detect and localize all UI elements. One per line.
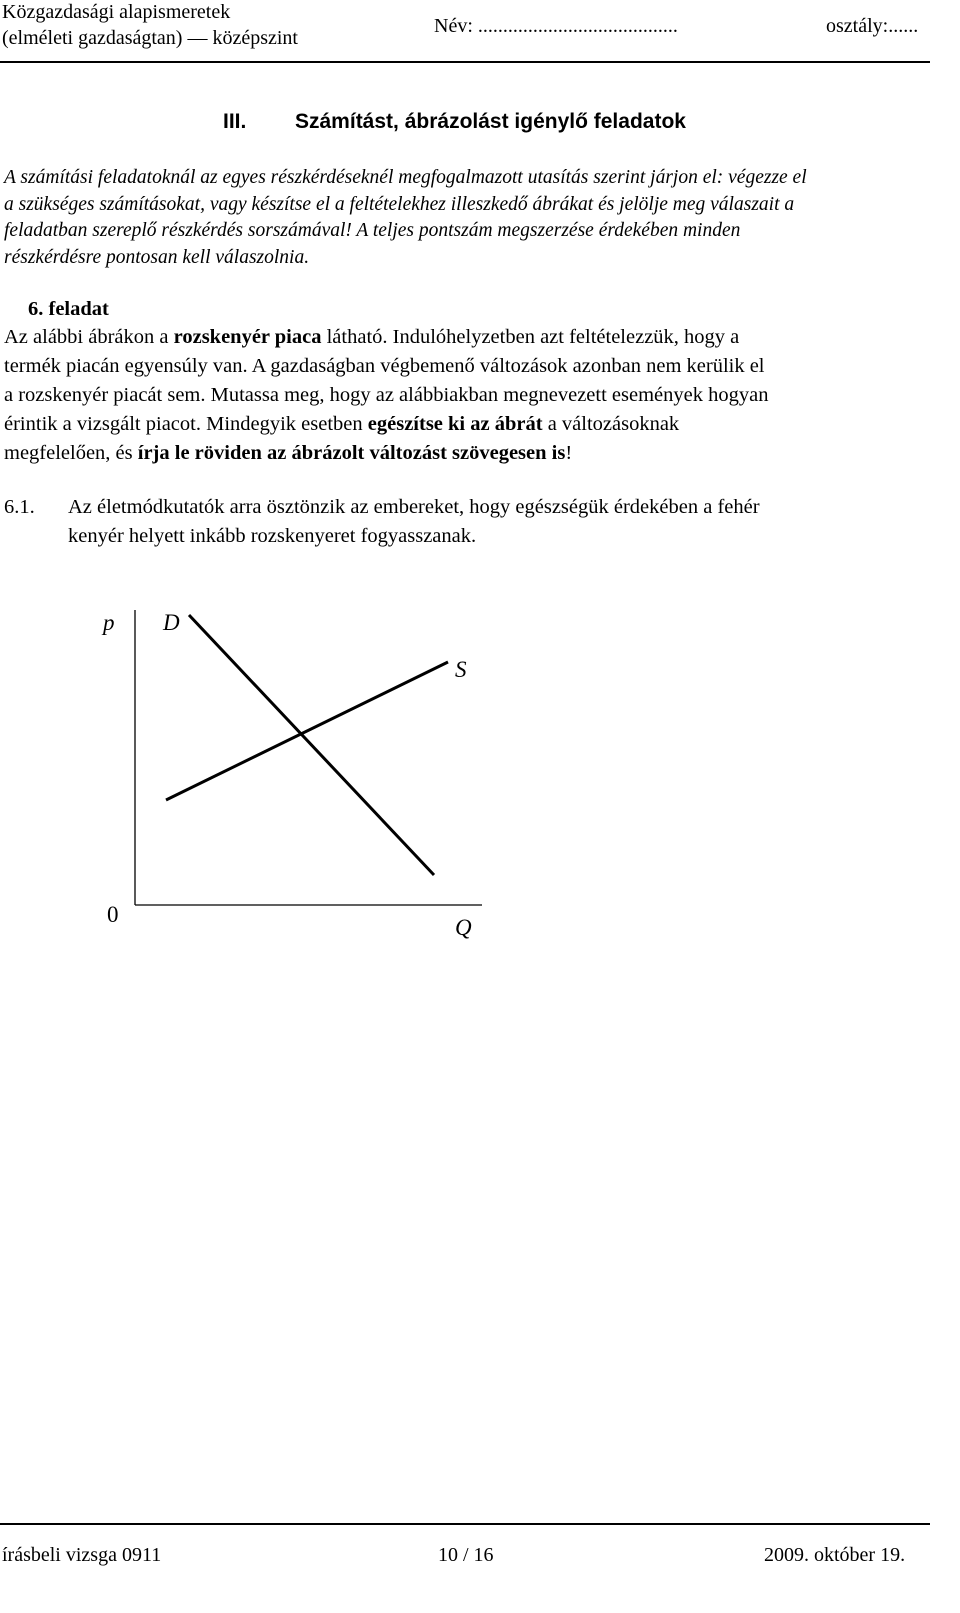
supply-curve (166, 662, 448, 800)
subtask-line: Az életmódkutatók arra ösztönzik az embereket, hogy egészségük érdekében a fehér (68, 496, 760, 518)
page-number: 10 / 16 (438, 1544, 494, 1566)
subtask-text (68, 493, 760, 551)
footer-rule (0, 1523, 930, 1525)
demand-label: D (163, 610, 180, 635)
origin-label: 0 (107, 902, 119, 927)
class-field-label: osztály:...... (826, 15, 919, 37)
task-line: termék piacán egyensúly van. A gazdaságban végbemenő változások azonban nem kerülik el (4, 355, 765, 377)
subject-subtitle: (elméleti gazdaságtan) — középszint (2, 27, 298, 49)
instructions-line: részkérdésre pontosan kell válaszolnia. (4, 246, 310, 268)
supply-demand-graph (0, 590, 560, 950)
subject-title: Közgazdasági alapismeretek (2, 1, 231, 23)
name-field-label: Név: ........................................ (434, 15, 678, 37)
y-axis-label: p (103, 610, 115, 635)
x-axis-label: Q (455, 915, 472, 940)
task-title: 6. feladat (28, 298, 109, 320)
task-line: megfelelően, és írja le röviden az ábrázolt változást szövegesen is! (4, 442, 573, 464)
instructions (4, 165, 930, 271)
instructions-line: a szükséges számításokat, vagy készítse el a feltételekhez illeszkedő ábrákat és jelölje meg válaszait a (4, 193, 795, 215)
task-line: a rozskenyér piacát sem. Mutassa meg, hogy az alábbiakban megnevezett események hogyan (4, 384, 769, 406)
section-number: III. (223, 110, 247, 133)
task-line: érintik a vizsgált piacot. Mindegyik esetben egészítse ki az ábrát a változásoknak (4, 413, 680, 435)
subtask-line: kenyér helyett inkább rozskenyeret fogyasszanak. (68, 525, 477, 547)
instructions-line: feladatban szereplő részkérdés sorszámával! A teljes pontszám megszerzése érdekében minden (4, 220, 741, 241)
subtask-number: 6.1. (4, 496, 35, 518)
header-rule (0, 61, 930, 63)
supply-label: S (455, 657, 467, 682)
footer-date: 2009. október 19. (764, 1544, 906, 1566)
instructions-line: A számítási feladatoknál az egyes részkérdéseknél megfogalmazott utasítás szerint járjon el: végezze el (4, 167, 807, 188)
footer-exam-code: írásbeli vizsga 0911 (2, 1544, 162, 1566)
section-heading (223, 109, 686, 135)
task-line: Az alábbi ábrákon a rozskenyér piaca látható. Indulóhelyzetben azt feltételezzük, hogy a (4, 326, 740, 348)
task-description (4, 323, 930, 468)
demand-curve (189, 615, 434, 875)
section-title: Számítást, ábrázolást igénylő feladatok (295, 110, 686, 133)
